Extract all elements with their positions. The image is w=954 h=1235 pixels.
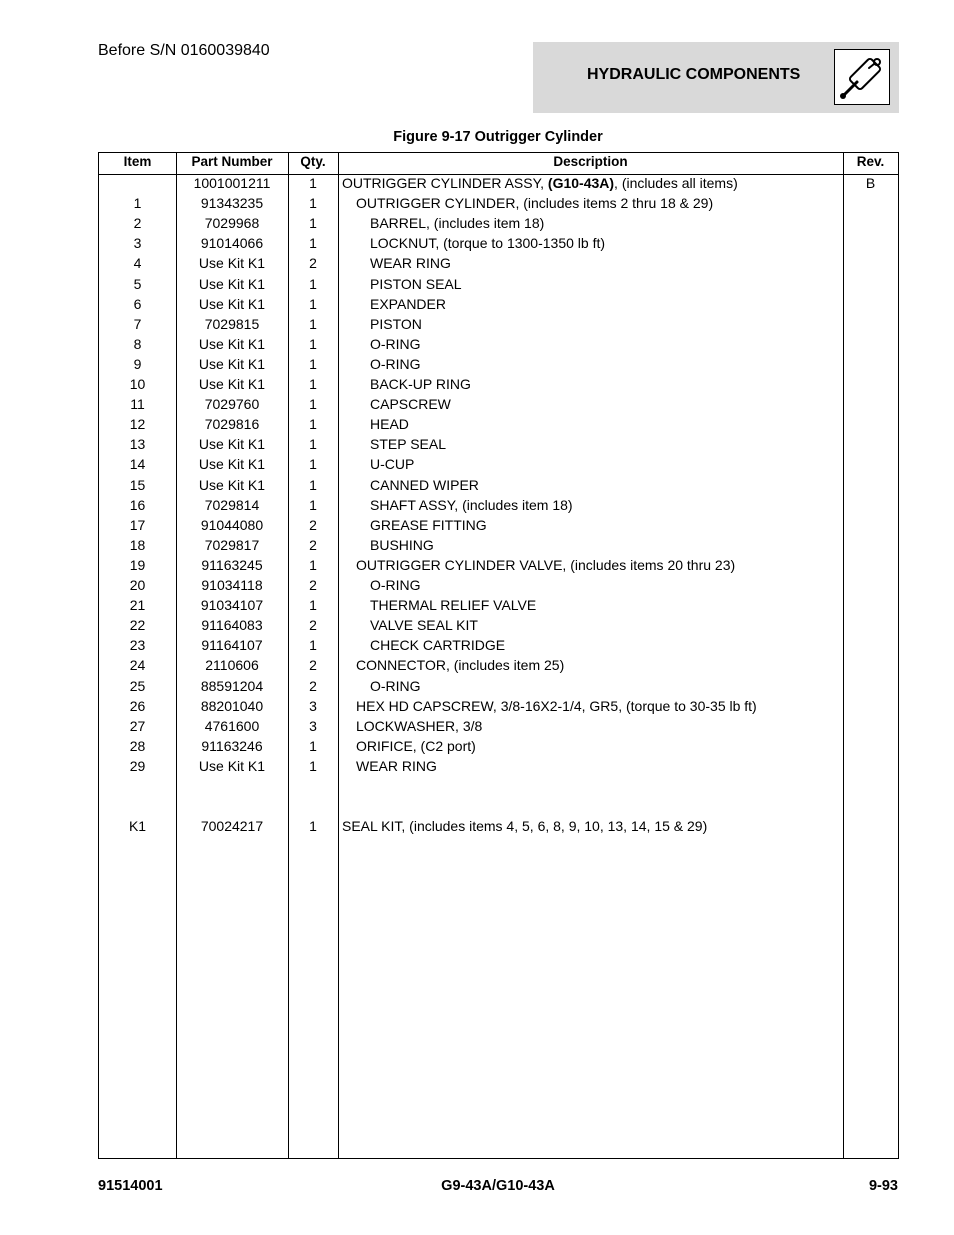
item-number: 18 [129, 536, 146, 553]
description-suffix: , (includes all items) [614, 175, 738, 191]
description-text: WEAR RING [356, 757, 437, 774]
part-number: Use Kit K1 [198, 275, 266, 292]
quantity: 2 [309, 657, 317, 674]
table-row [99, 334, 898, 354]
description-text: OUTRIGGER CYLINDER, (includes items 2 thru 18 & 29) [356, 195, 714, 212]
item-number: 14 [129, 456, 146, 473]
table-row [99, 193, 898, 213]
table-row [99, 414, 898, 434]
item-number: 28 [129, 737, 146, 754]
quantity: 2 [309, 255, 317, 272]
quantity: 1 [309, 757, 317, 774]
table-row [99, 676, 898, 696]
table-row [99, 374, 898, 394]
description [342, 696, 856, 716]
item-number: 4 [133, 255, 142, 272]
table-row [99, 776, 898, 796]
item-number: 22 [129, 617, 146, 634]
section-header [533, 42, 899, 113]
item-number: 2 [133, 215, 142, 232]
description [342, 253, 870, 273]
item-number: 5 [133, 275, 142, 292]
figure-title: Figure 9-17 Outrigger Cylinder [393, 129, 603, 145]
description-text: O-RING [370, 577, 421, 593]
description [342, 716, 856, 736]
table-row [99, 213, 898, 233]
part-number: 88201040 [200, 697, 264, 714]
description-text: CONNECTOR, (includes item 25) [356, 657, 565, 674]
description-text: O-RING [370, 335, 421, 352]
description-text: CAPSCREW [370, 396, 451, 413]
quantity: 1 [309, 376, 317, 392]
part-number: 91163245 [201, 556, 263, 573]
description [342, 495, 870, 515]
table-row [99, 253, 898, 273]
item-number: 27 [129, 717, 146, 734]
item-number: 8 [133, 335, 142, 352]
table-row [99, 696, 898, 716]
item-number: 23 [129, 637, 146, 654]
description [342, 816, 842, 836]
part-number: Use Kit K1 [198, 335, 266, 352]
description-model-code: (G10-43A) [547, 175, 615, 191]
description [342, 635, 870, 655]
part-number: 7029760 [204, 396, 260, 413]
part-number: 91044080 [200, 516, 264, 533]
part-number: 91164083 [201, 617, 263, 634]
quantity: 2 [309, 516, 317, 533]
item-number: 21 [129, 597, 146, 614]
quantity: 1 [309, 436, 317, 453]
description [342, 394, 870, 414]
table-row [99, 756, 898, 776]
part-number: 91034107 [200, 597, 264, 614]
description [342, 374, 870, 394]
table-row [99, 515, 898, 535]
description-text: SHAFT ASSY, (includes item 18) [370, 496, 573, 513]
quantity: 2 [309, 617, 317, 634]
table-row [99, 475, 898, 495]
description-text: O-RING [370, 677, 421, 694]
quantity: 1 [309, 456, 317, 473]
part-number: 7029968 [204, 215, 260, 232]
table-row [99, 274, 898, 294]
table-row [99, 555, 898, 575]
column-header-item: Item [123, 154, 152, 169]
part-number: 91034118 [201, 577, 263, 593]
part-number: Use Kit K1 [198, 456, 266, 473]
quantity: 1 [309, 396, 317, 413]
description-text: STEP SEAL [370, 436, 447, 453]
description-text: PISTON SEAL [370, 275, 462, 292]
item-number: 15 [129, 476, 146, 493]
quantity: 2 [309, 536, 317, 553]
quantity: 1 [309, 195, 317, 212]
description-text: BACK-UP RING [370, 376, 471, 392]
quantity: 1 [309, 215, 317, 232]
item-number: 1 [133, 195, 142, 212]
table-row [99, 736, 898, 756]
part-number: 1001001211 [193, 175, 271, 191]
quantity: 1 [309, 175, 317, 191]
part-number: 7029815 [204, 315, 260, 332]
table-row [99, 716, 898, 736]
quantity: 2 [309, 577, 317, 593]
item-number: K1 [128, 818, 147, 835]
quantity: 1 [309, 637, 317, 654]
description-text: O-RING [370, 355, 421, 372]
item-number: 26 [129, 697, 146, 714]
item-number: 16 [129, 496, 146, 513]
description-text: EXPANDER [370, 295, 446, 312]
description [342, 434, 870, 454]
table-row [99, 535, 898, 555]
description-text: HEX HD CAPSCREW, 3/8-16X2-1/4, GR5, (torque to 30-35 lb ft) [356, 697, 757, 714]
item-number: 19 [129, 556, 146, 573]
footer-part-number: 91514001 [98, 1178, 163, 1194]
item-number: 17 [129, 516, 146, 533]
part-number: 70024217 [200, 818, 264, 835]
table-row [99, 233, 898, 253]
description [342, 193, 856, 213]
description-text: CHECK CARTRIDGE [370, 637, 506, 654]
part-number: 91163246 [201, 737, 263, 754]
description [342, 736, 856, 756]
description-text: ORIFICE, (C2 port) [356, 737, 476, 754]
quantity: 3 [309, 717, 317, 734]
part-number: 91014066 [200, 235, 264, 252]
description-text: HEAD [370, 416, 409, 433]
part-number: Use Kit K1 [198, 295, 266, 312]
quantity: 1 [309, 597, 317, 614]
item-number: 9 [133, 355, 142, 372]
quantity: 3 [309, 697, 317, 714]
table-row [99, 434, 898, 454]
part-number: Use Kit K1 [198, 255, 266, 272]
description-text: LOCKNUT, (torque to 1300-1350 lb ft) [370, 235, 606, 252]
item-number: 29 [129, 757, 146, 774]
hydraulic-cylinder-icon [834, 49, 890, 105]
description-text: U-CUP [370, 456, 415, 473]
description [342, 274, 870, 294]
column-header-qty: Qty. [300, 154, 326, 169]
description-text: BARREL, (includes item 18) [370, 215, 545, 232]
description-text: SEAL KIT, (includes items 4, 5, 6, 8, 9, 10, 13, 14, 15 & 29) [342, 818, 708, 835]
description [342, 334, 870, 354]
quantity: 1 [309, 416, 317, 433]
table-row [99, 796, 898, 816]
table-row [99, 173, 898, 193]
description [342, 414, 870, 434]
table-row [99, 655, 898, 675]
table-row [99, 575, 898, 595]
section-title: HYDRAULIC COMPONENTS [587, 66, 801, 83]
description [342, 213, 870, 233]
table-row [99, 314, 898, 334]
table-row [99, 495, 898, 515]
description [342, 454, 870, 474]
quantity: 1 [309, 556, 317, 573]
quantity: 1 [309, 496, 317, 513]
serial-number-note: Before S/N 0160039840 [98, 42, 270, 59]
part-number: 4761600 [204, 717, 260, 734]
part-number: 2110606 [205, 657, 259, 674]
item-number: 7 [133, 315, 142, 332]
description [342, 535, 870, 555]
quantity: 2 [309, 677, 317, 694]
item-number: 13 [129, 436, 146, 453]
quantity: 1 [309, 476, 317, 493]
quantity: 1 [309, 355, 317, 372]
column-header-rev: Rev. [856, 154, 885, 169]
part-number: 91343235 [200, 195, 264, 212]
description-text: OUTRIGGER CYLINDER ASSY, [342, 175, 548, 191]
description [342, 515, 870, 535]
column-header-description: Description [553, 154, 628, 169]
table-row [99, 454, 898, 474]
table-row [99, 816, 898, 836]
item-number: 6 [133, 295, 142, 312]
part-number: Use Kit K1 [198, 757, 266, 774]
quantity: 1 [309, 818, 317, 835]
description [342, 676, 870, 696]
description [342, 575, 870, 595]
table-row [99, 394, 898, 414]
description-text: OUTRIGGER CYLINDER VALVE, (includes items 20 thru 23) [356, 556, 736, 573]
description [342, 475, 870, 495]
part-number: Use Kit K1 [198, 355, 266, 372]
part-number: 7029814 [204, 496, 260, 513]
description [342, 615, 870, 635]
part-number: 88591204 [200, 677, 264, 694]
item-number: 25 [129, 677, 146, 694]
table-row [99, 294, 898, 314]
description-text: BUSHING [370, 536, 434, 553]
footer-model: G9-43A/G10-43A [441, 1178, 555, 1194]
description [342, 595, 870, 615]
description-text: VALVE SEAL KIT [370, 617, 478, 634]
quantity: 1 [309, 315, 317, 332]
quantity: 1 [309, 275, 317, 292]
footer-page-number: 9-93 [868, 1178, 898, 1194]
part-number: Use Kit K1 [198, 436, 266, 453]
quantity: 1 [309, 295, 317, 312]
description [342, 655, 856, 675]
description [342, 173, 842, 193]
description-text: LOCKWASHER, 3/8 [356, 717, 483, 734]
quantity: 1 [309, 235, 317, 252]
quantity: 1 [309, 335, 317, 352]
revision: B [865, 175, 876, 191]
table-row [99, 595, 898, 615]
parts-table [98, 152, 899, 1159]
description [342, 294, 870, 314]
description [342, 354, 870, 374]
item-number: 20 [129, 577, 146, 593]
description-text: WEAR RING [370, 255, 451, 272]
description [342, 233, 870, 253]
item-number: 24 [129, 657, 146, 674]
item-number: 10 [129, 376, 146, 392]
part-number: 91164107 [201, 637, 263, 654]
item-number: 12 [129, 416, 146, 433]
item-number: 3 [133, 235, 142, 252]
part-number: 7029817 [204, 536, 260, 553]
description [342, 314, 870, 334]
table-row [99, 354, 898, 374]
part-number: 7029816 [204, 416, 260, 433]
description-text: PISTON [370, 315, 422, 332]
description [342, 555, 856, 575]
description-text: CANNED WIPER [370, 476, 479, 493]
description-text: GREASE FITTING [370, 516, 487, 533]
description-text: THERMAL RELIEF VALVE [370, 597, 537, 614]
table-row [99, 635, 898, 655]
description [342, 756, 856, 776]
column-header-part-number: Part Number [191, 154, 273, 169]
part-number: Use Kit K1 [198, 476, 266, 493]
part-number: Use Kit K1 [198, 376, 266, 392]
item-number: 11 [130, 396, 145, 413]
quantity: 1 [309, 737, 317, 754]
table-row [99, 615, 898, 635]
